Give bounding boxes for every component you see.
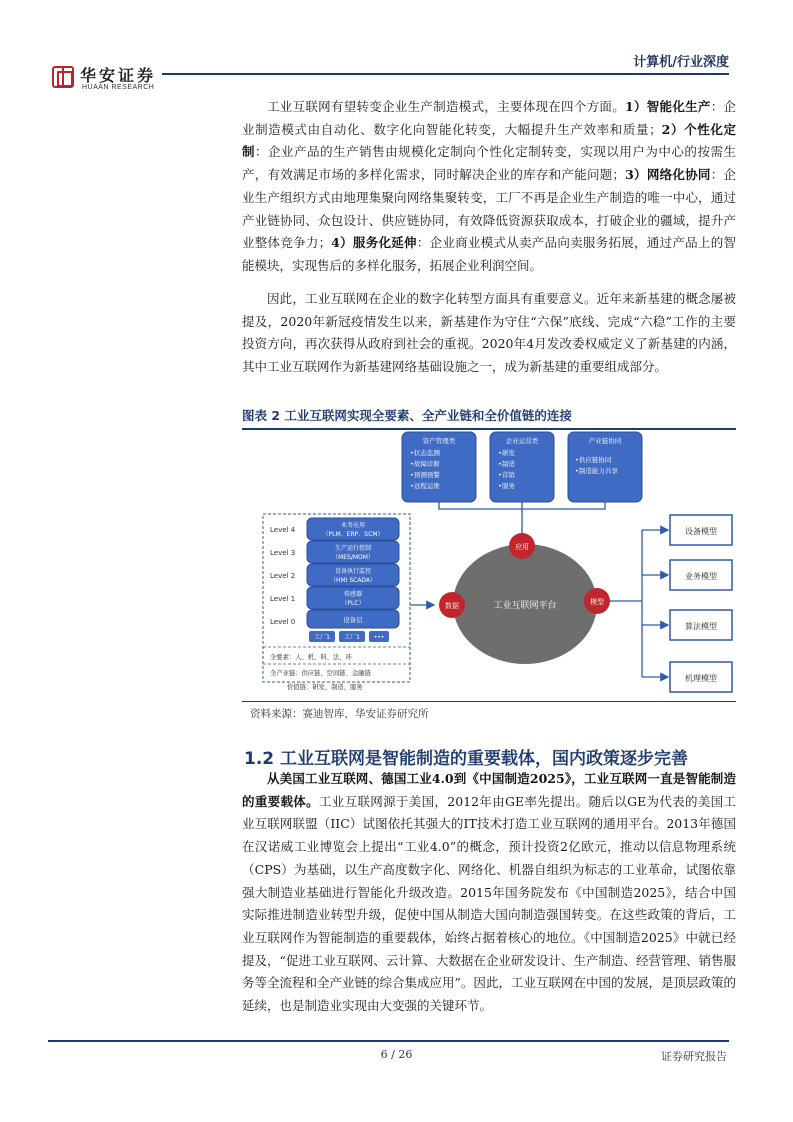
figure-title: 图表 2 工业互联网实现全要素、全产业链和全价值链的连接 bbox=[242, 408, 572, 423]
text-run: ：企业商业模式从卖产品向卖服务拓展，通过产品上的智能模块，实现售后的多样化服务，拓展企业利润空间。 bbox=[242, 235, 736, 273]
figure-source: 资料来源：赛迪智库，华安证券研究所 bbox=[250, 708, 429, 720]
top-box-enterprise-operation bbox=[490, 432, 554, 502]
top-box-item: •制造能力共享 bbox=[575, 467, 618, 475]
text-run: 工业互联网源于美国，2012年由GE率先提出。随后以GE为代表的美国工业互联网联盟（IIC）试图依托其强大的IT技术打造工业互联网的通用平台。2013年德国在汉诺威工业博览会上提出“工业4.0”的概念，预计投资2亿欧元，推动以信息物理系统（CPS）为基础，以生产高度数字化、网络化、机器自组织为标志的工业革命，试图依靠强大制造业基础进行智能化升级改造。2015年国务院发布《中国制造2025》，结合中国实际推进制造业转型升级，促使中国从制造大国向制造强国转变。在这些政策的背后，工业互联网作为智能制造的重要载体，始终占据着核心的地位。《中国制造2025》中就已经提及，“促进工业互联网、云计算、大数据在企业研发设计、生产制造、经营管理、销售服务等全流程和全产业链的综合集成应用”。因此，工业互联网在中国的发展，是顶层政策的延续，也是制造业实现由大变强的关键环节。 bbox=[242, 793, 736, 1014]
logo-subtext: HUAAN RESEARCH bbox=[82, 84, 155, 91]
svg-text:设备模型: 设备模型 bbox=[685, 527, 717, 536]
text-run: ：企业生产组织方式由地理集聚向网络集聚转变，工厂不再是企业生产制造的唯一中心，通过产业链协同、众包设计、供应链协同，有效降低资源获取成本，打破企业的疆域，提升产业整体竞争力； bbox=[242, 167, 736, 251]
top-box-item: •预测预警 bbox=[410, 471, 440, 479]
top-box-item: •供应链协同 bbox=[575, 456, 612, 464]
top-box-item: •状态监测 bbox=[410, 449, 440, 457]
section-heading: 1.2 工业互联网是智能制造的重要载体，国内政策逐步完善 bbox=[244, 749, 689, 769]
node-app bbox=[509, 533, 535, 559]
top-box-title: 企业运营类 bbox=[505, 437, 539, 445]
svg-text:业务模型: 业务模型 bbox=[685, 572, 717, 581]
bold-phrase: 2）个性化定制 bbox=[242, 121, 736, 160]
bold-phrase: 1）智能化生产 bbox=[625, 99, 711, 114]
scope-row-value-chain: 价值链：研发、制造、服务 bbox=[287, 684, 363, 691]
bold-phrase: 4）服务化延伸 bbox=[331, 235, 417, 251]
text-run: 因此，工业互联网在企业的数字化转型方面具有重要意义。近年来新基建的概念屡被提及，2020年新冠疫情发生以来，新基建作为守住“六保”底线、完成“六稳”工作的主要投资方向，再次获得从政府到社会的重视。2020年4月发改委权威定义了新基建的内涵，其中工业互联网作为新基建网络基础设施之一，成为新基建的重要组成部分。 bbox=[242, 291, 736, 375]
level-box-text: （HMI SCADA） bbox=[329, 577, 377, 584]
scope-row-industry-chain: 全产业链：供应链、空间链、金融链 bbox=[270, 670, 371, 677]
top-box-item: •远程运维 bbox=[410, 482, 440, 490]
top-box-item: •服务 bbox=[498, 482, 515, 490]
svg-text:机理模型: 机理模型 bbox=[685, 674, 717, 683]
level-label: Level 2 bbox=[270, 572, 296, 580]
paragraph-transformation-modes bbox=[242, 96, 736, 278]
level-label: Level 3 bbox=[270, 549, 296, 557]
text-run: ：企业产品的生产销售由规模化定制向个性化定制转变，实现以用户为中心的按需生产，有效满足市场的多样化需求，同时解决企业的库存和产能问题； bbox=[242, 144, 736, 183]
platform-label: 工业互联网平台 bbox=[493, 601, 557, 611]
svg-text:模型: 模型 bbox=[590, 598, 604, 606]
level-box-text: 设备执行监控 bbox=[334, 568, 372, 575]
footer-label: 证券研究报告 bbox=[661, 1050, 727, 1063]
factory-label: 工厂1 bbox=[344, 634, 360, 641]
top-box-title: 资产管理类 bbox=[422, 437, 456, 445]
figure-bottom-rule bbox=[242, 701, 736, 702]
factory-label: ••• bbox=[373, 634, 385, 641]
model-box-mechanism bbox=[670, 662, 732, 692]
svg-text:算法模型: 算法模型 bbox=[685, 622, 717, 631]
level-label: Level 0 bbox=[270, 618, 296, 626]
svg-text:应用: 应用 bbox=[515, 543, 529, 551]
top-box-item: •营销 bbox=[498, 471, 515, 479]
level-box-text: 生产运行控制 bbox=[334, 545, 372, 552]
text-run: ：企业制造模式由自动化、数字化向智能化转变，大幅提升生产效率和质量； bbox=[242, 99, 736, 137]
top-box-item: •制造 bbox=[498, 460, 515, 468]
node-model bbox=[584, 588, 610, 614]
factory-row bbox=[309, 631, 389, 642]
iiot-connection-diagram bbox=[242, 429, 736, 701]
level-box-text: 设备层 bbox=[343, 616, 363, 624]
paragraph-policy-history bbox=[242, 768, 736, 1018]
paragraph-new-infrastructure bbox=[242, 288, 736, 379]
model-box-equipment bbox=[670, 515, 732, 545]
page-number: 6 / 26 bbox=[380, 1048, 413, 1061]
level-box-text: （PLC） bbox=[341, 600, 365, 607]
level-box-text: （MES/MOM） bbox=[332, 554, 374, 561]
factory-label: 工厂1 bbox=[314, 634, 330, 641]
logo-icon bbox=[52, 66, 74, 88]
level-label: Level 4 bbox=[270, 526, 296, 534]
level-box-text: 传感器 bbox=[343, 591, 363, 598]
report-type: 计算机/行业深度 bbox=[633, 55, 729, 70]
top-box-industry-chain bbox=[568, 432, 642, 502]
scope-row-elements: 全要素：人、机、料、法、环 bbox=[270, 654, 352, 661]
node-data bbox=[439, 592, 465, 618]
header-divider bbox=[162, 73, 729, 75]
bold-phrase: 从美国工业互联网、德国工业4.0到《中国制造2025》，工业互联网一直是智能制造的重要载体。 bbox=[242, 771, 736, 809]
top-box-asset-management bbox=[402, 432, 476, 502]
top-box-title: 产业链协同 bbox=[588, 437, 622, 445]
model-box-algorithm bbox=[670, 610, 732, 640]
model-box-business bbox=[670, 560, 732, 590]
level-box-text: 业务应用 bbox=[340, 522, 366, 529]
top-box-item: •研发 bbox=[498, 449, 515, 457]
text-run: 工业互联网有望转变企业生产制造模式，主要体现在四个方面。 bbox=[267, 99, 625, 114]
bold-phrase: 3）网络化协同 bbox=[625, 167, 711, 183]
top-box-item: •故障诊断 bbox=[410, 460, 440, 468]
logo-text: 华安证券 bbox=[80, 66, 157, 85]
svg-text:数据: 数据 bbox=[445, 602, 459, 610]
level-box-text: （PLM、ERP、SCM） bbox=[322, 531, 384, 538]
footer-divider bbox=[48, 1040, 729, 1042]
level-label: Level 1 bbox=[270, 595, 296, 603]
